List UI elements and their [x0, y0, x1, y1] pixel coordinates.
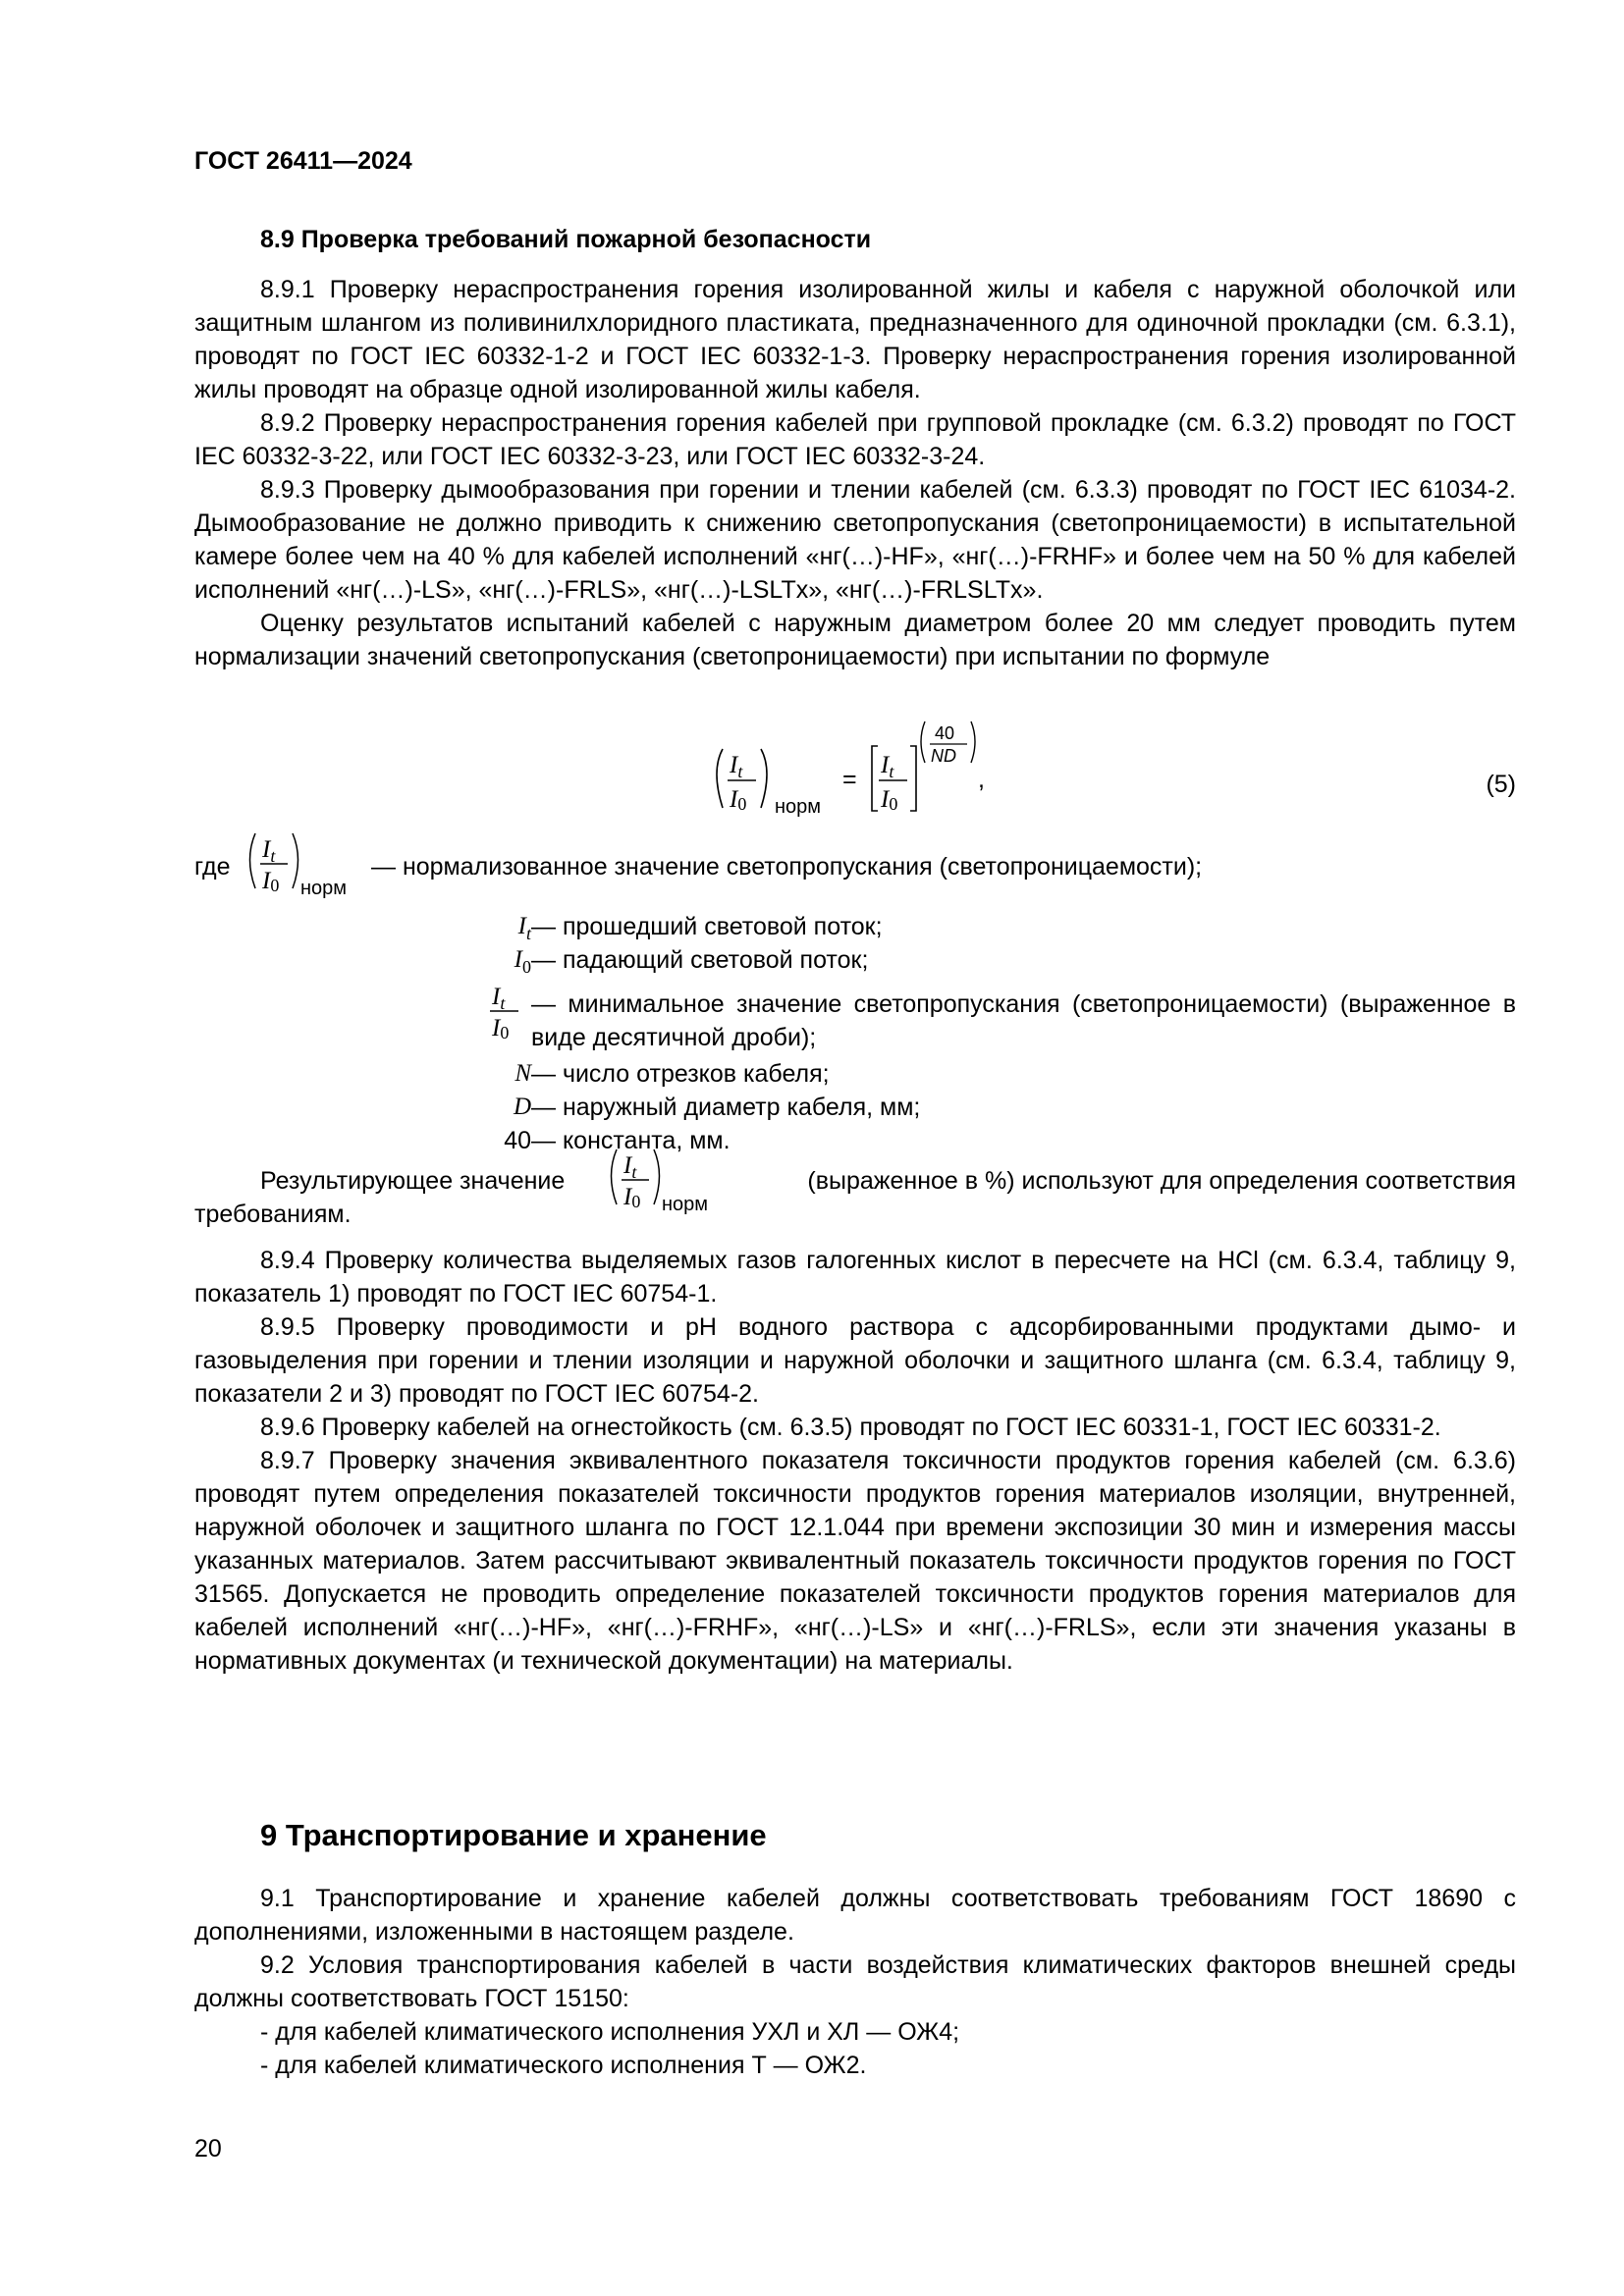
formula-exp-num: 40	[935, 723, 955, 743]
symbol-it: $I_t$	[517, 913, 531, 943]
equation-number: (5)	[1486, 771, 1516, 798]
paragraph: 8.9.5 Проверку проводимости и pH водного раствора с адсорбированными продуктами дымо- и газовыделения при горении и тлении изоляции и наружной оболочки и защитного шланга (см. 6.3.4, таблицу 9, показатели 2 и 3) проводят по ГОСТ IEC 60754-2.	[194, 1313, 1516, 1408]
result-text-after: (выраженное в %) используют для определения соответствия	[807, 1167, 1516, 1195]
symbol-n: N	[514, 1060, 531, 1087]
svg-text:I0: I0	[262, 868, 280, 895]
where-desc-i0: — падающий световой поток;	[531, 946, 869, 974]
formula-it-num-2: $I_t$	[881, 752, 894, 781]
document-header: ГОСТ 26411—2024	[194, 147, 412, 175]
formula-i0-den-2: I0	[881, 786, 898, 814]
formula-equals: =	[842, 766, 857, 793]
result-text-before: Результирующее значение	[260, 1167, 566, 1195]
section-title: 8.9 Проверка требований пожарной безопасности	[260, 226, 872, 253]
result-fraction-graphic	[605, 1146, 713, 1214]
where-desc-d: — наружный диаметр кабеля, мм;	[531, 1094, 921, 1121]
svg-text:I0: I0	[623, 1184, 641, 1211]
where-desc-40: — константа, мм.	[531, 1127, 731, 1154]
paragraph: Оценку результатов испытаний кабелей с наружным диаметром более 20 мм следует проводить путем нормализации значений светопропускания (светопроницаемости) при испытании по формуле	[194, 610, 1516, 670]
where-desc-it: — прошедший световой поток;	[531, 913, 883, 940]
bullet-list	[260, 2015, 959, 2082]
symbol-d: D	[513, 1094, 531, 1120]
svg-text:I0: I0	[492, 1015, 510, 1042]
paragraph: 9.1 Транспортирование и хранение кабелей должны соответствовать требованиям ГОСТ 18690 с дополнениями, изложенными в настоящем разделе.	[194, 1885, 1516, 1946]
section-9-title: 9 Транспортирование и хранение	[260, 1818, 767, 1852]
where-row-ratio	[194, 977, 1516, 1051]
paragraph: 9.2 Условия транспортирования кабелей в части воздействия климатических факторов внешней среды должны соответствовать ГОСТ 15150:	[194, 1951, 1516, 2012]
formula-it-num: $I_t$	[730, 752, 743, 781]
paragraph: 8.9.1 Проверку нераспространения горения изолированной жилы и кабеля с наружной оболочкой или защитным шлангом из поливинилхлоридного пластиката, предназначенного для одиночной прокладки (см. 6.3.1), проводят по ГОСТ IEC 60332-1-2 и ГОСТ IEC 60332-1-3. Проверку нераспространения горения изолированной жилы проводят на образце одной изолированной жилы кабеля.	[194, 276, 1516, 403]
body-text-block-b	[194, 1244, 1516, 1678]
svg-text:It: $I_t$	[623, 1152, 637, 1182]
where-desc-n: — число отрезков кабеля;	[531, 1060, 830, 1088]
svg-text:норм: норм	[300, 878, 348, 898]
svg-text:It: $I_t$	[492, 984, 506, 1013]
symbol-i0: $I_0$	[514, 946, 531, 977]
formula-5	[194, 712, 1516, 829]
where-desc-ratio: — минимальное значение светопропускания (светопроницаемости) (выраженное в виде десятичной дроби);	[531, 990, 1516, 1051]
body-text-block-a	[194, 273, 1516, 673]
result-text-cont: требованиям.	[194, 1201, 352, 1228]
list-item: - для кабелей климатического исполнения УХЛ и ХЛ — ОЖ4;	[260, 2018, 960, 2046]
paragraph: 8.9.2 Проверку нераспространения горения кабелей при групповой прокладке (см. 6.3.2) проводят по ГОСТ IEC 60332-3-22, или ГОСТ IEC 60332-3-23, или ГОСТ IEC 60332-3-24.	[194, 409, 1516, 470]
list-item: - для кабелей климатического исполнения Т — ОЖ2.	[260, 2052, 867, 2079]
norm-fraction-graphic	[244, 829, 352, 898]
formula-graphic	[194, 712, 1516, 829]
ratio-fraction-graphic	[489, 977, 528, 1045]
body-text-section-9	[194, 1882, 1516, 2015]
symbol-40: 40	[504, 1127, 531, 1154]
svg-text:норм: норм	[662, 1194, 709, 1214]
where-row-norm	[194, 829, 1516, 898]
paragraph: 8.9.3 Проверку дымообразования при горении и тлении кабелей (см. 6.3.3) проводят по ГОСТ IEC 61034-2. Дымообразование не должно приводить к снижению светопропускания (светопроницаемости) в испытательной камере более чем на 40 % для кабелей исполнений «нг(…)-HF», «нг(…)-FRHF» и более чем на 50 % для кабелей исполнений «нг(…)-LS», «нг(…)-FRLS», «нг(…)-LSLTx», «нг(…)-FRLSLTx».	[194, 476, 1516, 604]
paragraph: 8.9.6 Проверку кабелей на огнестойкость (см. 6.3.5) проводят по ГОСТ IEC 60331-1, ГОСТ IEC 60331-2.	[260, 1414, 1441, 1441]
where-desc-norm: — нормализованное значение светопропускания (светопроницаемости);	[371, 853, 1203, 881]
paragraph: 8.9.4 Проверку количества выделяемых газов галогенных кислот в пересчете на HCl (см. 6.3.4, таблицу 9, показатель 1) проводят по ГОСТ IEC 60754-1.	[194, 1247, 1516, 1308]
formula-comma: ,	[978, 766, 985, 793]
paragraph: 8.9.7 Проверку значения эквивалентного показателя токсичности продуктов горения кабелей (см. 6.3.6) проводят путем определения показателей токсичности продуктов горения материалов изоляции, внутренней, наружной оболочек и защитного шланга по ГОСТ 12.1.044 при времени экспозиции 30 мин и измерения массы указанных материалов. Затем рассчитывают эквивалентный показатель токсичности продуктов горения по ГОСТ 31565. Допускается не проводить определение показателей токсичности продуктов горения материалов для кабелей исполнений «нг(…)-HF», «нг(…)-FRHF», «нг(…)-LS» и «нг(…)-FRLS», если эти значения указаны в нормативных документах (и технической документации) на материалы.	[194, 1447, 1516, 1675]
formula-norm-label: норм	[775, 796, 822, 818]
formula-i0-den: I0	[730, 786, 747, 814]
where-label: где	[194, 853, 231, 881]
page-number: 20	[194, 2135, 222, 2163]
formula-exp-den: ND	[931, 746, 956, 766]
svg-text:It: $I_t$	[262, 836, 276, 866]
